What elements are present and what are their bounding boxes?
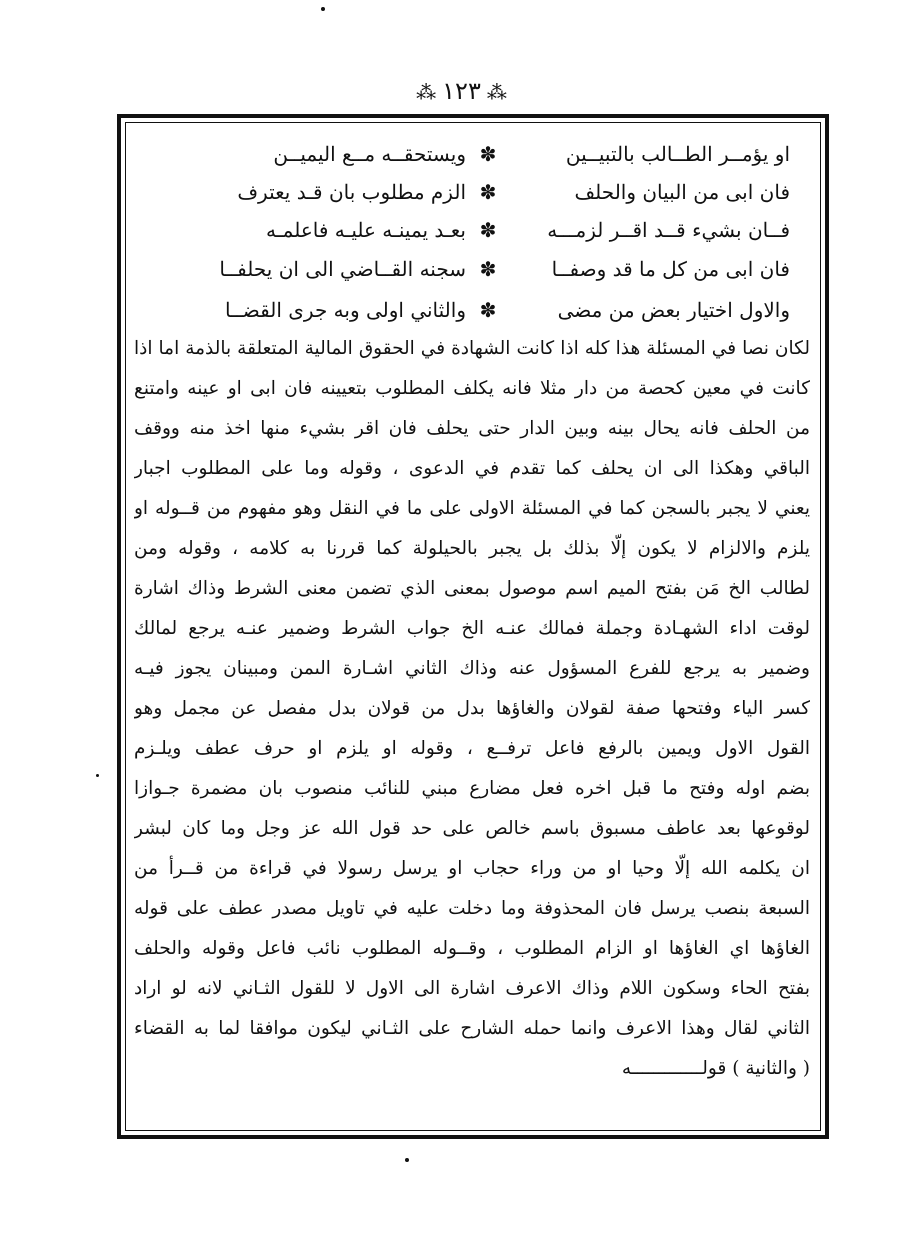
prose-line: من الحلف فانه يحال بينه وبين الدار حتى يحلف فان اقر بشيء منها اخذ منه ووقف <box>134 418 810 439</box>
stray-dot <box>96 774 99 777</box>
verse-hemistich-first: فان ابى من البيان والحلف <box>574 180 790 204</box>
verse-line <box>170 134 790 174</box>
verse-hemistich-second: سجنه القــاضي الى ان يحلفــا <box>219 257 466 281</box>
verse-hemistich-first: والاول اختيار بعض من مضى <box>557 298 790 322</box>
verse-separator-star-icon: ✽ <box>479 298 497 322</box>
page-number-header <box>0 74 923 108</box>
verse-separator-star-icon: ✽ <box>479 218 497 242</box>
verse-line <box>170 210 790 250</box>
prose-line: كسر الياء وفتحها صفة لقولان والغاؤها بدل من قولان بدل مفصل عن مجمل وهو <box>134 698 810 719</box>
prose-line: لوقت اداء الشهـادة وجملة فمالك عنـه الخ جواب الشرط وضمير عنـه يرجع لمالك <box>134 618 810 639</box>
ornament-icon: ⁂ <box>486 80 507 104</box>
prose-line: لوقوعها بعد عاطف مسبوق باسم خالص على حد قول الله عز وجل وما كان لبشر <box>134 818 810 839</box>
verse-separator-star-icon: ✽ <box>479 257 497 281</box>
catchword-line: ( والثانية ) قولـــــــــــــه <box>621 1058 810 1079</box>
prose-line: السبعة بنصب يرسل فان المحذوفة وما دخلت عليه في تاويل مصدر عطف على قوله <box>134 898 810 919</box>
verse-line <box>170 172 790 212</box>
prose-line: لطالب الخ مَن بفتح الميم اسم موصول بمعنى الذي تضمن معنى الشرط وذاك اشارة <box>134 578 810 599</box>
stray-dot <box>321 7 325 11</box>
verse-hemistich-second: والثاني اولى وبه جرى القضــا <box>224 298 466 322</box>
verse-line <box>170 290 790 330</box>
prose-line: كانت في معين كحصة من دار مثلا فانه يكلف المطلوب بتعيينه فان ابى او عينه وامتنع <box>134 378 810 399</box>
verse-separator-star-icon: ✽ <box>479 142 497 166</box>
prose-line: وضمير به يرجع للفرع المسؤول عنه وذاك الثاني اشـارة الىمن ومبينان يجوز فيـه <box>134 658 810 679</box>
verse-hemistich-second: ويستحقــه مــع اليميــن <box>273 142 466 166</box>
verse-hemistich-first: فان ابى من كل ما قد وصفــا <box>551 257 790 281</box>
stray-dot <box>405 1158 409 1162</box>
page-number: ١٢٣ <box>442 77 481 105</box>
verse-hemistich-second: الزم مطلوب بان قـد يعترف <box>237 180 466 204</box>
verse-hemistich-second: بعـد يمينـه عليـه فاعلمـه <box>266 218 466 242</box>
prose-line: الثاني لقال وهذا الاعرف وانما حمله الشارح على الثـاني ليكون موافقا لما به القضاء <box>134 1018 810 1039</box>
prose-line: بضم اوله وفتح ما قبل اخره فعل مضارع مبني للنائب منصوب بان مضمرة جـوازا <box>134 778 810 799</box>
prose-line: بفتح الحاء وسكون اللام وذاك الاعرف اشارة الى الاول لا للقول الثـاني لانه لو اراد <box>134 978 810 999</box>
prose-line: الغاؤها اي الغاؤها او الزام المطلوب ، وقــوله المطلوب نائب فاعل وقوله والحلف <box>134 938 810 959</box>
prose-line: القول الاول ويمين بالرفع فاعل ترفــع ، وقوله او يلزم او حرف عطف ويلـزم <box>134 738 810 759</box>
ornament-icon: ⁂ <box>416 80 437 104</box>
prose-line: يعني لا يجبر بالسجن كما في المسئلة الاولى على ما في النقل وهو مفهوم من قــوله او <box>134 498 810 519</box>
verse-separator-star-icon: ✽ <box>479 180 497 204</box>
verse-hemistich-first: فــان بشيء قــد اقــر لزمـــه <box>547 218 790 242</box>
verse-hemistich-first: او يؤمــر الطــالب بالتبيــين <box>565 142 790 166</box>
prose-line: الباقي وهكذا الى ان يحلف كما تقدم في الدعوى ، وقوله وما على المطلوب اجبار <box>134 458 810 479</box>
prose-line: لكان نصا في المسئلة هذا كله اذا كانت الشهادة في الحقوق المالية المتعلقة بالذمة اما اذا <box>134 338 810 359</box>
prose-line: يلزم والالزام لا يكون إلّا بذلك بل يجبر بالحيلولة كما قررنا به كلامه ، وقوله ومن <box>134 538 810 559</box>
verse-line <box>170 249 790 289</box>
prose-line: ان يكلمه الله إلّا وحيا او من وراء حجاب او يرسل رسولا في قراءة من قــرأ من <box>134 858 810 879</box>
